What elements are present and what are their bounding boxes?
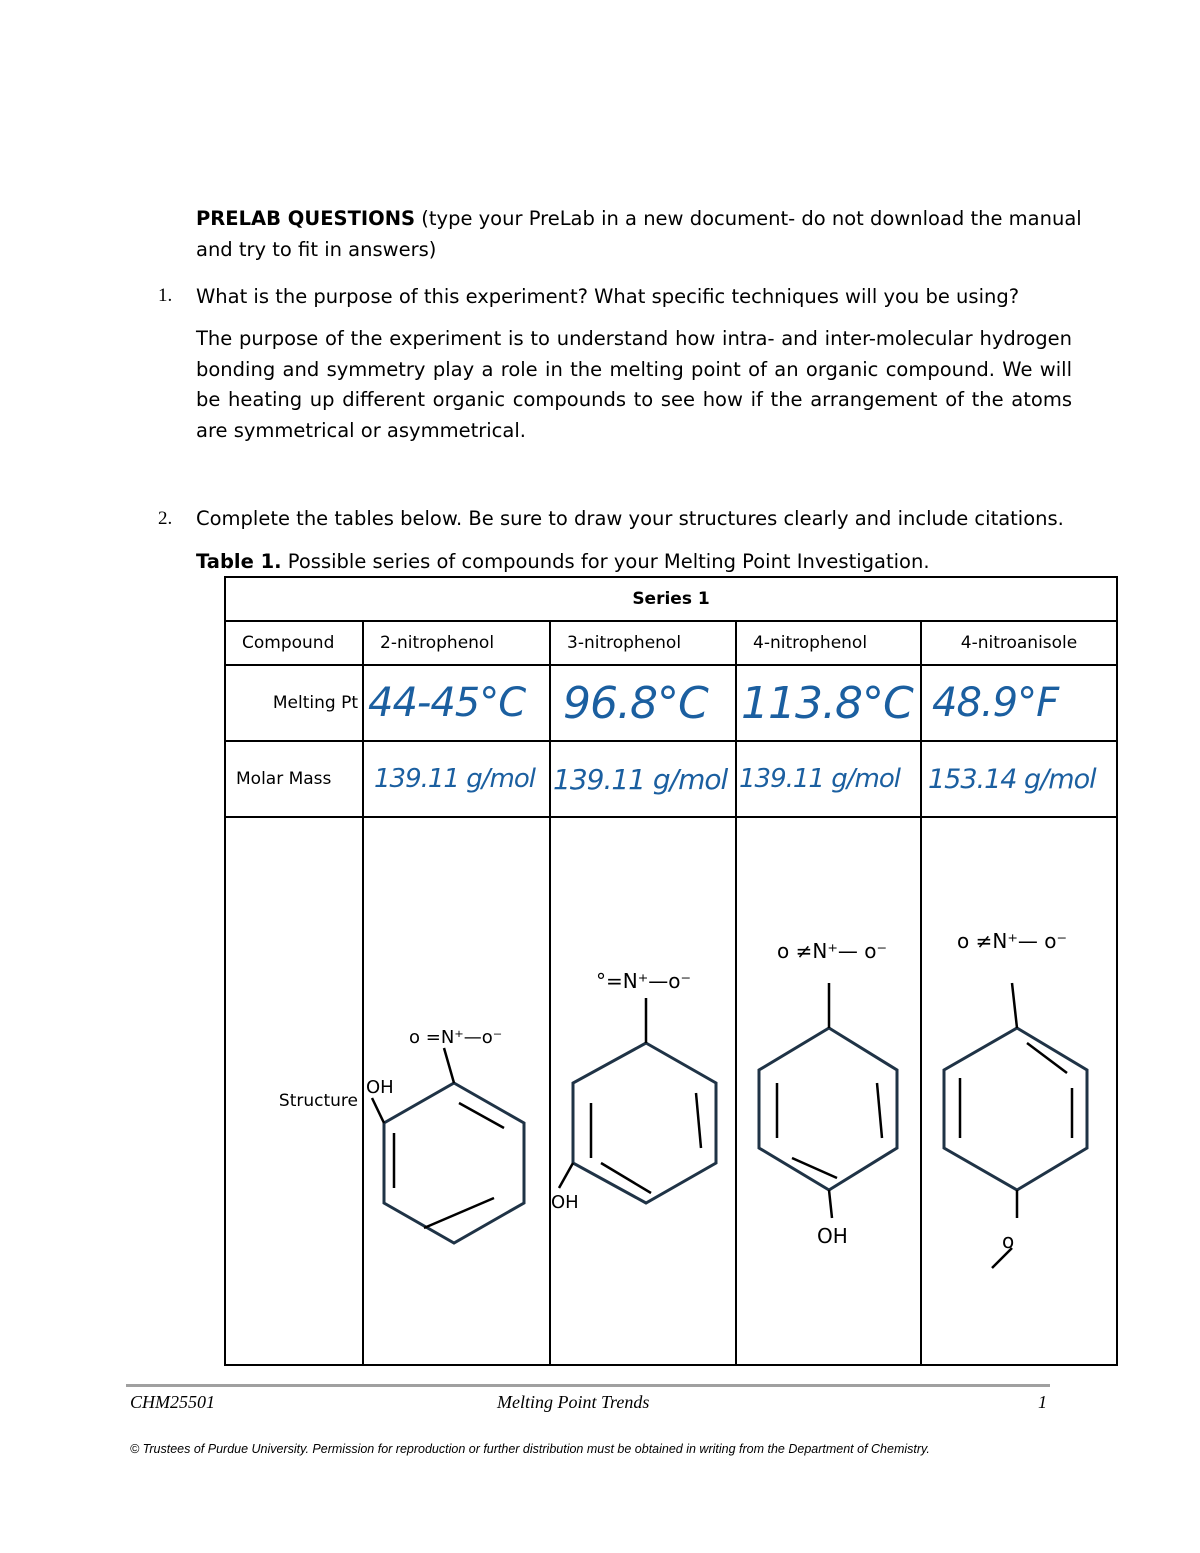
molar-cell	[736, 741, 921, 817]
compound-name: 4-nitroanisole	[960, 633, 1078, 653]
oh-group-drawing: OH	[817, 1224, 848, 1248]
melting-cell	[363, 665, 550, 741]
structure-cell	[921, 817, 1117, 1365]
compound-cell	[921, 621, 1117, 665]
oh-group-drawing: OH	[551, 1192, 579, 1213]
structure-label-cell	[225, 817, 363, 1365]
benzene-ring	[759, 1028, 897, 1190]
structure-label: Structure	[278, 1091, 358, 1111]
nitro-group-drawing: o =N⁺—o⁻	[409, 1027, 503, 1048]
nitro-group-drawing: o ≠N⁺— o⁻	[777, 939, 888, 963]
molar-value: 139.11 g/mol	[739, 764, 900, 794]
footer-rule	[126, 1384, 1050, 1387]
double-bond-mark	[591, 1093, 701, 1193]
double-bond-mark	[960, 1043, 1072, 1138]
compound-cell	[550, 621, 736, 665]
table-caption	[196, 547, 930, 577]
substituent-bonds	[829, 983, 832, 1218]
footer-title: Melting Point Trends	[497, 1392, 650, 1412]
benzene-ring	[944, 1028, 1087, 1190]
prelab-heading-line2: and try to fit in answers)	[196, 238, 437, 261]
molar-value: 153.14 g/mol	[928, 763, 1096, 795]
melting-value: 113.8°C	[741, 677, 913, 729]
double-bond-mark	[394, 1103, 504, 1228]
molar-label: Molar Mass	[236, 769, 332, 789]
compound-name: 3-nitrophenol	[567, 633, 682, 653]
molar-value: 139.11 g/mol	[553, 762, 728, 796]
molar-cell	[921, 741, 1117, 817]
melting-label-cell	[225, 665, 363, 741]
question-1-text: What is the purpose of this experiment? What specific techniques will you be using?	[196, 285, 1020, 308]
methoxy-group-drawing: o	[1002, 1229, 1015, 1253]
oh-group-drawing: OH	[366, 1077, 394, 1098]
molar-label-cell	[225, 741, 363, 817]
benzene-ring	[384, 1083, 524, 1243]
melting-value: 44-45°C	[368, 680, 526, 726]
footer-copyright: © Trustees of Purdue University. Permission for reproduction or further distribution must be obtained in writing from the Department of Chemistry.	[130, 1442, 930, 1456]
compound-label-cell	[225, 621, 363, 665]
question-2-number: 2.	[158, 508, 173, 529]
question-2-text: Complete the tables below. Be sure to draw your structures clearly and include citations.	[196, 507, 1064, 530]
footer-page-number: 1	[1038, 1392, 1047, 1412]
structure-4-nitroanisole	[922, 818, 1118, 1363]
prelab-heading-rest: (type your PreLab in a new document- do not download the manual	[415, 207, 1082, 230]
series-title-text: Series 1	[632, 589, 710, 609]
question-1-number: 1.	[158, 285, 173, 306]
series-table	[224, 576, 1118, 1366]
nitro-group-drawing: o ≠N⁺— o⁻	[957, 929, 1068, 953]
benzene-ring	[573, 1043, 716, 1203]
question-1-answer: The purpose of the experiment is to understand how intra- and inter-molecular hydrogen bonding and symmetry play a role in the melting point of an organic compound. We will be heating up different organic compounds to see how if the arrangement of the atoms are symmetrical or asymmetrical.	[196, 327, 1072, 442]
structure-cell	[736, 817, 921, 1365]
compound-cell	[736, 621, 921, 665]
melting-cell	[550, 665, 736, 741]
structure-3-nitrophenol	[551, 818, 737, 1363]
structure-cell	[550, 817, 736, 1365]
molar-cell	[550, 741, 736, 817]
prelab-heading-bold: PRELAB QUESTIONS	[196, 207, 416, 230]
melting-value: 96.8°C	[563, 677, 708, 729]
melting-cell	[736, 665, 921, 741]
molar-cell	[363, 741, 550, 817]
compound-cell	[363, 621, 550, 665]
molar-value: 139.11 g/mol	[374, 764, 535, 794]
melting-label: Melting Pt	[272, 693, 358, 713]
double-bond-mark	[777, 1083, 882, 1178]
compound-label: Compound	[242, 633, 335, 653]
compound-name: 2-nitrophenol	[380, 633, 495, 653]
substituent-bonds	[992, 983, 1017, 1268]
footer-course: CHM25501	[130, 1392, 215, 1412]
nitro-group-drawing: °=N⁺—o⁻	[596, 969, 692, 993]
table-caption-bold: Table 1.	[196, 550, 282, 573]
structure-2-nitrophenol	[364, 818, 551, 1363]
prelab-heading	[196, 204, 1096, 234]
table-caption-rest: Possible series of compounds for your Melting Point Investigation.	[281, 550, 930, 573]
structure-4-nitrophenol	[737, 818, 922, 1363]
melting-value: 48.9°F	[932, 680, 1059, 726]
compound-name: 4-nitrophenol	[753, 633, 868, 653]
structure-cell	[363, 817, 550, 1365]
melting-cell	[921, 665, 1117, 741]
series-title	[225, 577, 1117, 621]
